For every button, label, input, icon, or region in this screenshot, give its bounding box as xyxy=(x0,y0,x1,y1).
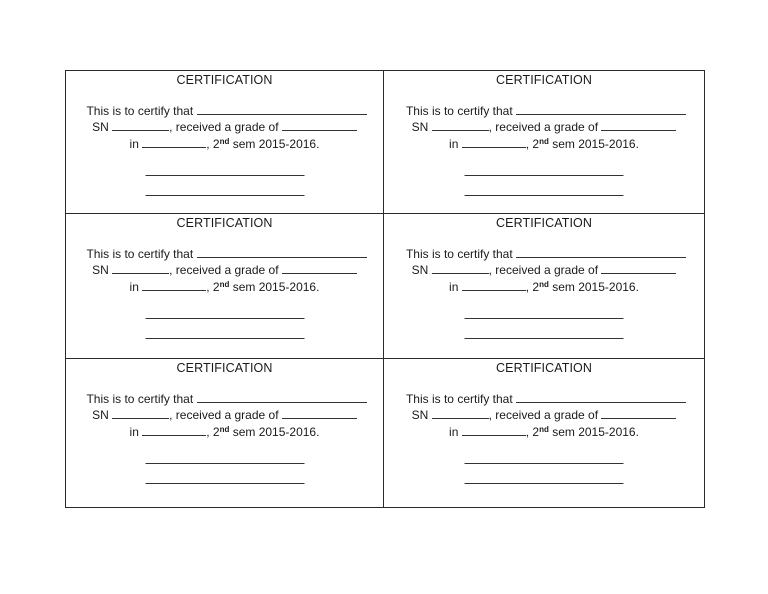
certify-text: This is to certify that xyxy=(405,104,517,118)
sem-ordinal: 2 xyxy=(212,137,220,151)
name-blank[interactable] xyxy=(516,103,686,115)
signature-line-2[interactable] xyxy=(145,338,304,339)
certify-text: This is to certify that xyxy=(86,104,197,118)
grade-blank[interactable] xyxy=(601,119,676,131)
subject-sem-line xyxy=(384,424,704,440)
comma: , xyxy=(206,137,213,151)
signature-line-2[interactable] xyxy=(145,195,304,196)
sn-blank[interactable] xyxy=(112,262,169,274)
signature-line-2[interactable] xyxy=(465,195,624,196)
sem-ordinal-sup: nd xyxy=(219,137,230,146)
subject-sem-line xyxy=(66,136,383,152)
certify-text: This is to certify that xyxy=(86,392,197,406)
card-title: CERTIFICATION xyxy=(496,361,592,375)
certify-text: This is to certify that xyxy=(86,247,197,261)
sem-ordinal-sup: nd xyxy=(539,280,549,289)
grade-blank[interactable] xyxy=(282,262,357,274)
sn-blank[interactable] xyxy=(432,262,489,274)
sem-ordinal: 2 xyxy=(212,425,220,439)
sem-ordinal-sup: nd xyxy=(539,425,549,434)
sn-label: SN xyxy=(92,120,113,134)
subject-blank[interactable] xyxy=(142,424,206,436)
card-title: CERTIFICATION xyxy=(496,216,592,230)
comma: , xyxy=(525,137,533,151)
certification-card xyxy=(66,71,384,214)
subject-blank[interactable] xyxy=(462,279,526,291)
in-label: in xyxy=(129,280,143,294)
subject-sem-line xyxy=(66,279,383,295)
signature-line-2[interactable] xyxy=(145,483,304,484)
comma: , xyxy=(206,280,213,294)
certification-card xyxy=(384,71,704,214)
sn-blank[interactable] xyxy=(432,407,489,419)
certification-card xyxy=(66,214,384,359)
certify-text: This is to certify that xyxy=(405,247,517,261)
certification-grid xyxy=(66,71,704,507)
certify-line xyxy=(384,103,704,119)
name-blank[interactable] xyxy=(197,103,367,115)
grade-text: , received a grade of xyxy=(169,263,282,277)
signature-line-1[interactable] xyxy=(145,463,304,464)
sn-label: SN xyxy=(92,408,113,422)
sem-ordinal: 2 xyxy=(532,137,540,151)
subject-sem-line xyxy=(66,424,383,440)
signature-line-2[interactable] xyxy=(465,338,624,339)
sn-blank[interactable] xyxy=(112,119,169,131)
sn-label: SN xyxy=(92,263,113,277)
subject-blank[interactable] xyxy=(462,136,526,148)
sn-grade-line xyxy=(384,262,704,278)
card-title: CERTIFICATION xyxy=(496,73,592,87)
sn-grade-line xyxy=(384,407,704,423)
certify-line xyxy=(66,391,383,407)
certification-sheet xyxy=(65,70,705,508)
sn-label: SN xyxy=(411,263,432,277)
sn-grade-line xyxy=(384,119,704,135)
sem-text: sem 2015-2016. xyxy=(548,137,639,151)
card-title: CERTIFICATION xyxy=(176,216,273,230)
grade-blank[interactable] xyxy=(601,262,676,274)
subject-blank[interactable] xyxy=(462,424,526,436)
signature-line-1[interactable] xyxy=(465,463,624,464)
certify-line xyxy=(384,246,704,262)
sem-ordinal: 2 xyxy=(532,425,540,439)
comma: , xyxy=(525,280,533,294)
signature-line-1[interactable] xyxy=(465,175,624,176)
sn-grade-line xyxy=(66,119,383,135)
certify-line xyxy=(66,246,383,262)
sem-text: sem 2015-2016. xyxy=(548,280,639,294)
name-blank[interactable] xyxy=(197,391,367,403)
signature-line-1[interactable] xyxy=(145,175,304,176)
sn-blank[interactable] xyxy=(112,407,169,419)
grade-text: , received a grade of xyxy=(488,120,602,134)
sem-text: sem 2015-2016. xyxy=(229,425,320,439)
grade-text: , received a grade of xyxy=(488,408,602,422)
grade-blank[interactable] xyxy=(282,119,357,131)
sem-text: sem 2015-2016. xyxy=(548,425,639,439)
sn-blank[interactable] xyxy=(432,119,489,131)
grade-text: , received a grade of xyxy=(488,263,602,277)
in-label: in xyxy=(449,280,462,294)
sn-grade-line xyxy=(66,407,383,423)
in-label: in xyxy=(129,137,143,151)
card-title: CERTIFICATION xyxy=(176,361,273,375)
certify-text: This is to certify that xyxy=(405,392,517,406)
signature-line-1[interactable] xyxy=(145,318,304,319)
sem-text: sem 2015-2016. xyxy=(229,280,320,294)
grade-blank[interactable] xyxy=(601,407,676,419)
sem-ordinal: 2 xyxy=(212,280,220,294)
subject-sem-line xyxy=(384,279,704,295)
comma: , xyxy=(525,425,533,439)
sem-text: sem 2015-2016. xyxy=(229,137,320,151)
sem-ordinal: 2 xyxy=(532,280,540,294)
grade-text: , received a grade of xyxy=(169,120,282,134)
subject-sem-line xyxy=(384,136,704,152)
certification-card xyxy=(66,359,384,507)
subject-blank[interactable] xyxy=(142,136,206,148)
sem-ordinal-sup: nd xyxy=(539,137,549,146)
name-blank[interactable] xyxy=(516,391,686,403)
signature-line-1[interactable] xyxy=(465,318,624,319)
sem-ordinal-sup: nd xyxy=(219,280,230,289)
in-label: in xyxy=(449,137,462,151)
name-blank[interactable] xyxy=(516,246,686,258)
sem-ordinal-sup: nd xyxy=(219,425,230,434)
certify-line xyxy=(66,103,383,119)
grade-text: , received a grade of xyxy=(169,408,282,422)
certification-card xyxy=(384,359,704,507)
certification-card xyxy=(384,214,704,359)
signature-line-2[interactable] xyxy=(465,483,624,484)
in-label: in xyxy=(449,425,462,439)
subject-blank[interactable] xyxy=(142,279,206,291)
card-title: CERTIFICATION xyxy=(176,73,273,87)
sn-label: SN xyxy=(411,408,432,422)
in-label: in xyxy=(129,425,143,439)
name-blank[interactable] xyxy=(197,246,367,258)
sn-label: SN xyxy=(411,120,432,134)
sn-grade-line xyxy=(66,262,383,278)
comma: , xyxy=(206,425,213,439)
certify-line xyxy=(384,391,704,407)
grade-blank[interactable] xyxy=(282,407,357,419)
